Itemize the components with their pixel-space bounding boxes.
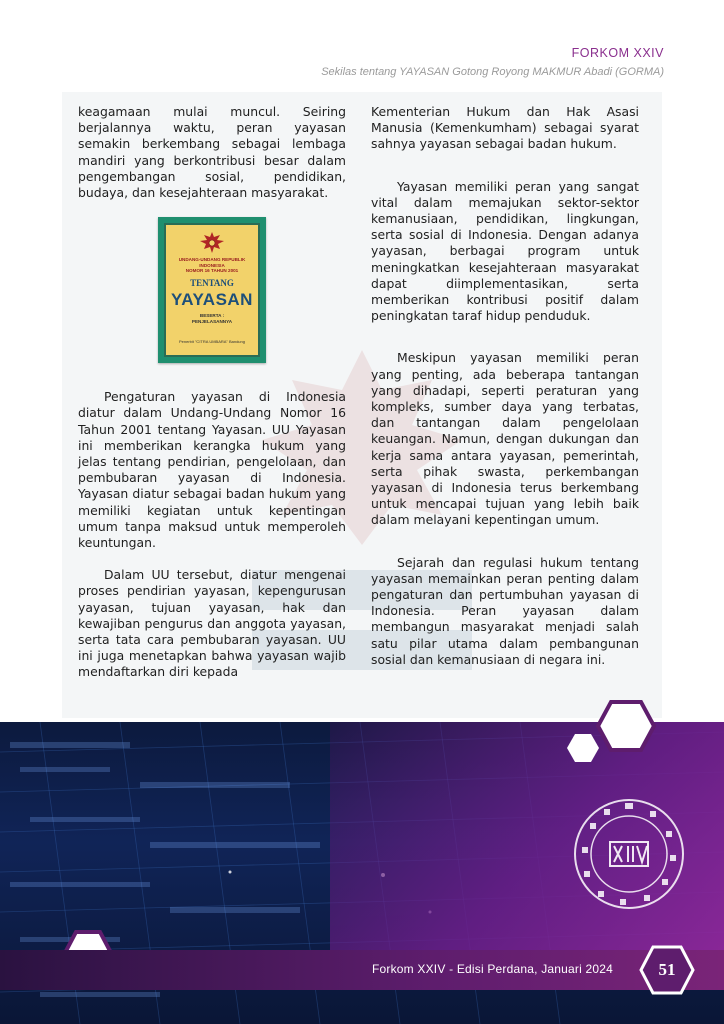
book-cover-line1: UNDANG-UNDANG REPUBLIK INDONESIA bbox=[178, 257, 246, 268]
book-cover-beserta: BESERTA : bbox=[199, 313, 225, 319]
book-cover-image bbox=[158, 217, 266, 363]
page-number: 51 bbox=[658, 960, 676, 979]
right-paragraph-4: Sejarah dan regulasi hukum tentang yayasan memainkan peran penting dalam pengaturan dan pertumbuhan yayasan di Indonesia. Peran yayasan dalam membangun masyarakat menjadi salah satu pilar utama dalam pembangunan sosial dan kemanusiaan di negara ini. bbox=[371, 554, 639, 667]
book-cover-title: YAYASAN bbox=[171, 290, 253, 310]
left-column bbox=[78, 104, 346, 697]
left-paragraph-2: Pengaturan yayasan di Indonesia diatur dalam Undang-Undang Nomor 16 Tahun 2001 tentang Yayasan. UU Yayasan ini memberikan kerangka hukum yang jelas tentang pendirian, pengelolaan, dan pembubaran yayasan di Indonesia. Yayasan diatur sebagai badan hukum yang memiliki kegiatan untuk kepentingan umum tanpa maksud untuk memperoleh keuntungan. bbox=[78, 389, 346, 551]
header-title: FORKOM XXIV bbox=[571, 46, 664, 60]
right-column bbox=[371, 104, 639, 684]
book-cover-tentang: TENTANG bbox=[190, 278, 234, 289]
right-paragraph-3: Meskipun yayasan memiliki peran yang penting, ada beberapa tantangan yang dihadapi, seperti peraturan yang kompleks, sumber daya yang terbatas, dan tantangan dalam pengelolaan keuangan. Namun, dengan dukungan dan kerja sama antara yayasan, pemerintah, serta pihak swasta, perkembangan yayasan di Indonesia terus berkembang untuk mencapai tujuan yang lebih baik dalam melayani kepentingan umum. bbox=[371, 350, 639, 528]
right-paragraph-2: Yayasan memiliki peran yang sangat vital dalam memajukan sektor-sektor kemanusiaan, pendidikan, lingkungan, serta sosial di Indonesia. Dengan adanya yayasan, berbagai program untuk meningkatkan kesejahteraan masyarakat dapat diimplementasikan, serta memberikan kontribusi positif dalam peningkatan taraf hidup penduduk. bbox=[371, 178, 639, 324]
forkom-logo-icon bbox=[570, 795, 688, 913]
footer-edition-text: Forkom XXIV - Edisi Perdana, Januari 2024 bbox=[372, 962, 613, 976]
page-number-badge bbox=[639, 945, 695, 995]
book-cover-inner bbox=[164, 223, 260, 357]
hexagon-small-top-icon bbox=[566, 733, 600, 763]
footer-band bbox=[0, 950, 724, 990]
left-paragraph-3: Dalam UU tersebut, diatur mengenai proses pendirian yayasan, kepengurusan yayasan, tujuan yayasan, hak dan kewajiban pengurus dan anggota yayasan, serta tata cara pembubaran yayasan. UU ini juga menetapkan bahwa yayasan wajib mendaftarkan diri kepada bbox=[78, 567, 346, 680]
header-subtitle: Sekilas tentang YAYASAN Gotong Royong MAKMUR Abadi (GORMA) bbox=[321, 66, 664, 78]
book-cover-line2: NOMOR 16 TAHUN 2001 bbox=[185, 268, 239, 274]
hexagon-large-top-icon bbox=[596, 700, 656, 752]
book-cover-penjelasan: PENJELASANNYA bbox=[191, 318, 233, 324]
left-paragraph-1: keagamaan mulai muncul. Seiring berjalannya waktu, peran yayasan semakin berkembang sebagai lembaga mandiri yang berkontribusi besar dalam pengembangan sosial, pendidikan, budaya, dan kesejahteraan masyarakat. bbox=[78, 104, 346, 201]
garuda-emblem-icon bbox=[198, 231, 226, 255]
book-cover-publisher: Penerbit "CITRA UMBARA" Bandung bbox=[179, 339, 245, 345]
right-paragraph-1: Kementerian Hukum dan Hak Asasi Manusia (Kemenkumham) sebagai syarat sahnya yayasan sebagai badan hukum. bbox=[371, 104, 639, 152]
